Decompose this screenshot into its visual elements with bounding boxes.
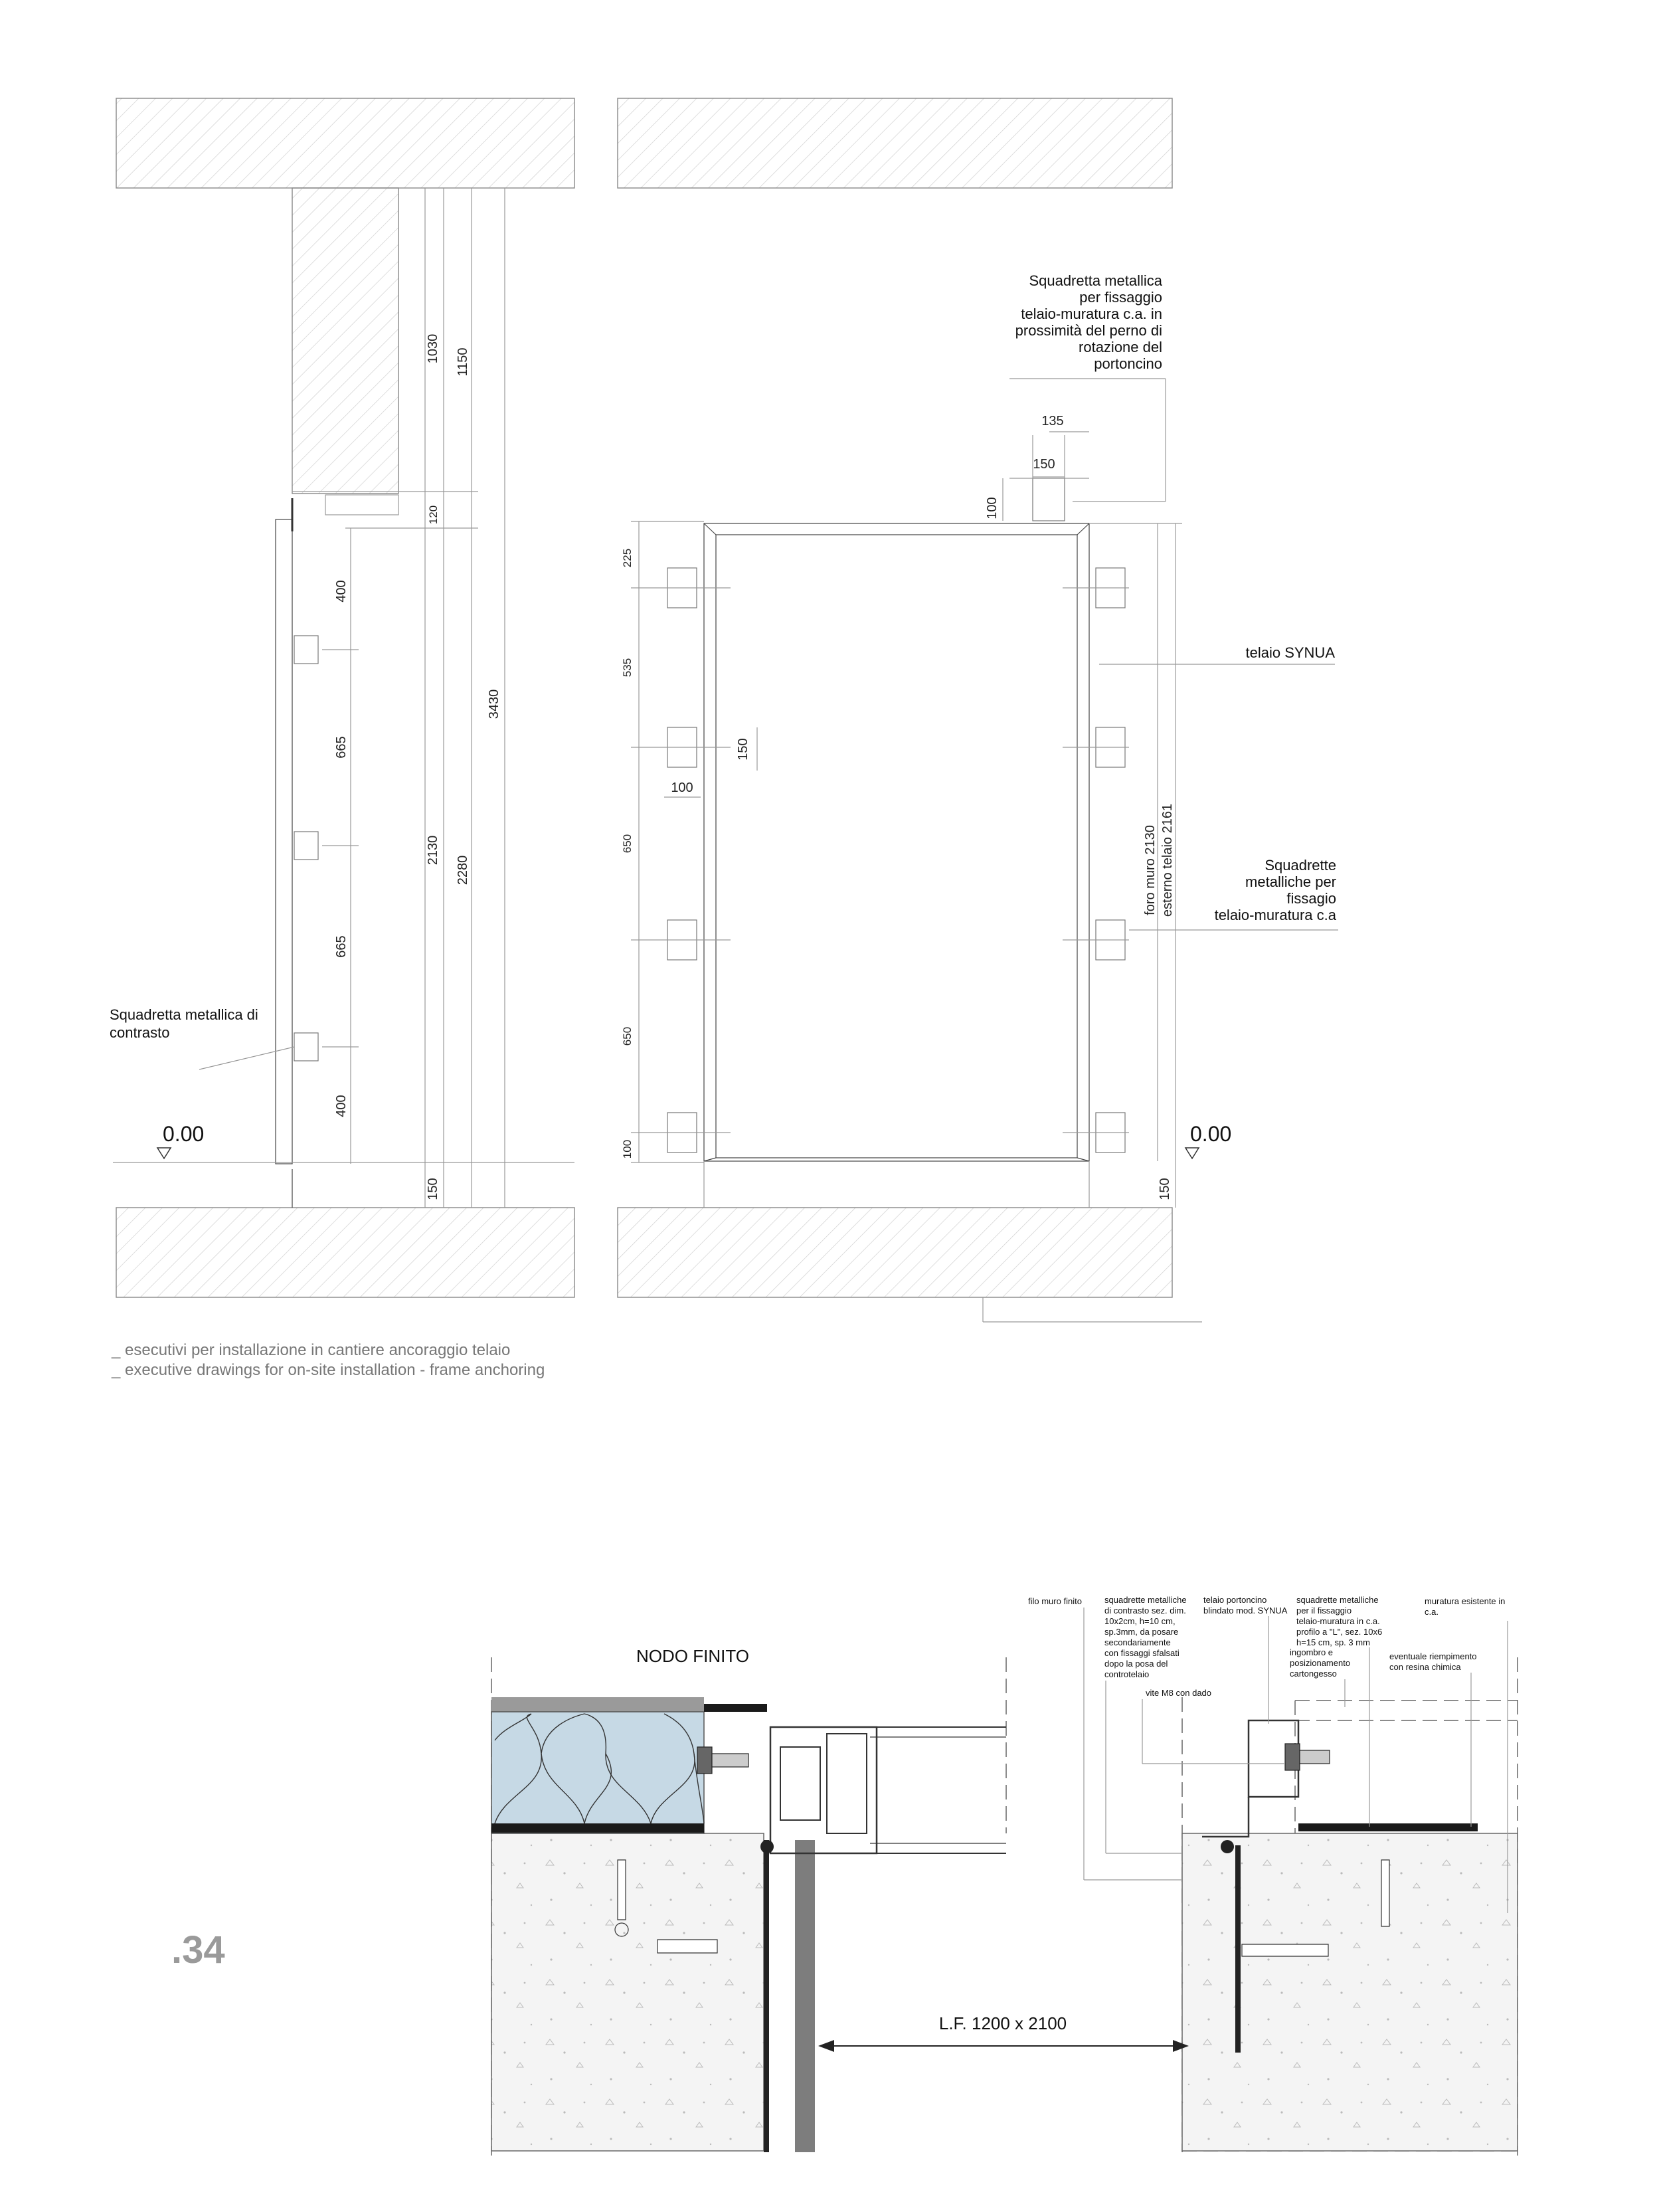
dim-120: 120 (427, 505, 440, 525)
top-bracket (1033, 478, 1065, 521)
contrast-bracket (294, 1033, 318, 1061)
side-brackets (667, 568, 1125, 1152)
dim-535: 535 (621, 658, 634, 678)
door-frame-outer (704, 523, 1089, 1161)
dim-665-a: 665 (334, 736, 349, 759)
svg-text:cartongesso: cartongesso (1290, 1669, 1337, 1679)
dim-400-bottom: 400 (334, 1095, 349, 1117)
svg-text:dopo la posa del: dopo la posa del (1104, 1659, 1168, 1669)
svg-text:portoncino: portoncino (1094, 355, 1162, 372)
top-slab (116, 98, 574, 188)
floor-slab (116, 1208, 574, 1297)
svg-text:con resina chimica: con resina chimica (1389, 1662, 1461, 1672)
dim-100: 100 (621, 1139, 634, 1159)
svg-text:telaio-muratura c.a: telaio-muratura c.a (1214, 907, 1336, 923)
contrast-bracket-label-2: contrasto (110, 1024, 170, 1041)
contrast-bracket (294, 636, 318, 664)
svg-text:controtelaio: controtelaio (1104, 1669, 1150, 1679)
svg-text:blindato mod. SYNUA: blindato mod. SYNUA (1203, 1606, 1288, 1615)
caption-english: _ executive drawings for on-site installation - frame anchoring (112, 1361, 545, 1379)
svg-text:per fissaggio: per fissaggio (1079, 289, 1162, 306)
door-frame-side (276, 519, 292, 1164)
svg-text:telaio-muratura c.a. in: telaio-muratura c.a. in (1021, 306, 1162, 322)
opening-dim-wall: foro muro 2130 (1143, 825, 1158, 915)
dim-2280: 2280 (456, 855, 470, 885)
opening-dim-frame: esterno telaio 2161 (1160, 803, 1175, 917)
svg-text:telaio-muratura in c.a.: telaio-muratura in c.a. (1296, 1616, 1380, 1626)
bottom-dim-150: 150 (1158, 1178, 1172, 1200)
svg-text:per il fissaggio: per il fissaggio (1296, 1606, 1352, 1615)
svg-text:metalliche per: metalliche per (1245, 874, 1336, 890)
svg-text:c.a.: c.a. (1425, 1607, 1439, 1617)
label-fissaggio: squadrette metalliche (1296, 1595, 1379, 1605)
concrete-wall-right (1182, 1833, 1518, 2151)
floor-slab (618, 1208, 1172, 1297)
page-number: .34 (171, 1928, 225, 1972)
insulation-panel (491, 1712, 704, 1833)
door-frame-inner (716, 535, 1077, 1158)
finish-wall-strip (795, 1840, 815, 2152)
dim-150: 150 (426, 1178, 440, 1200)
svg-text:prossimità del perno di: prossimità del perno di (1015, 322, 1162, 339)
bracket-dim-150: 150 (736, 738, 750, 761)
plasterboard-strip (491, 1697, 704, 1712)
side-brackets-label: Squadrette (1265, 857, 1336, 874)
dim-665-b: 665 (334, 935, 349, 958)
svg-text:profilo a "L", sez. 10x6: profilo a "L", sez. 10x6 (1296, 1627, 1383, 1637)
label-contrasto: squadrette metalliche (1104, 1595, 1187, 1605)
caption-italian: _ esecutivi per installazione in cantiere ancoraggio telaio (112, 1341, 511, 1359)
caption (111, 1341, 545, 1379)
dim-225: 225 (621, 548, 634, 568)
upper-wall (292, 188, 398, 494)
top-bracket-dim-135: 135 (1041, 414, 1064, 428)
top-slab (618, 98, 1172, 188)
dim-3430: 3430 (487, 689, 501, 719)
svg-text:di contrasto sez. dim.: di contrasto sez. dim. (1104, 1606, 1186, 1615)
contrast-bracket-label-1: Squadretta metallica di (110, 1006, 258, 1023)
clear-opening-dim: L.F. 1200 x 2100 (938, 2013, 1067, 2033)
label-telaio: telaio portoncino (1203, 1595, 1267, 1605)
svg-text:10x2cm, h=10 cm,: 10x2cm, h=10 cm, (1104, 1616, 1176, 1626)
dim-650-a: 650 (621, 834, 634, 854)
svg-text:fissagio: fissagio (1286, 890, 1336, 907)
svg-text:h=15 cm, sp. 3 mm: h=15 cm, sp. 3 mm (1296, 1637, 1370, 1647)
concrete-wall-left (491, 1833, 764, 2151)
contrast-bracket (294, 832, 318, 860)
svg-text:sp.3mm, da posare: sp.3mm, da posare (1104, 1627, 1179, 1637)
dim-400-top: 400 (334, 580, 349, 602)
label-muratura: muratura esistente in (1425, 1596, 1506, 1606)
label-filo: filo muro finito (1028, 1596, 1082, 1606)
dim-1030: 1030 (426, 333, 440, 364)
svg-text:posizionamento: posizionamento (1290, 1658, 1351, 1668)
label-ingombro: ingombro e (1290, 1647, 1334, 1657)
dim-1150: 1150 (456, 347, 470, 377)
top-bracket-dim-100: 100 (985, 497, 1000, 519)
bracket-dim-100: 100 (671, 781, 693, 795)
dim-2130: 2130 (426, 835, 440, 866)
left-elevation (110, 98, 574, 1297)
svg-text:con fissaggi sfalsati: con fissaggi sfalsati (1104, 1648, 1179, 1658)
svg-text:rotazione del: rotazione del (1079, 339, 1162, 355)
level-marker-right: 0.00 (1190, 1122, 1232, 1146)
plan-detail (491, 1595, 1518, 2156)
label-vite: vite M8 con dado (1146, 1688, 1212, 1698)
detail-title: NODO FINITO (636, 1646, 749, 1666)
top-bracket-dim-150: 150 (1033, 457, 1055, 472)
level-marker-left: 0.00 (163, 1122, 205, 1146)
label-riempimento: eventuale riempimento (1389, 1651, 1477, 1661)
svg-text:secondariamente: secondariamente (1104, 1637, 1171, 1647)
top-bracket-label: Squadretta metallica (1029, 272, 1162, 289)
right-elevation (618, 98, 1338, 1322)
frame-profile-left (770, 1727, 877, 1853)
dim-650-b: 650 (621, 1026, 634, 1046)
frame-label: telaio SYNUA (1245, 644, 1335, 661)
